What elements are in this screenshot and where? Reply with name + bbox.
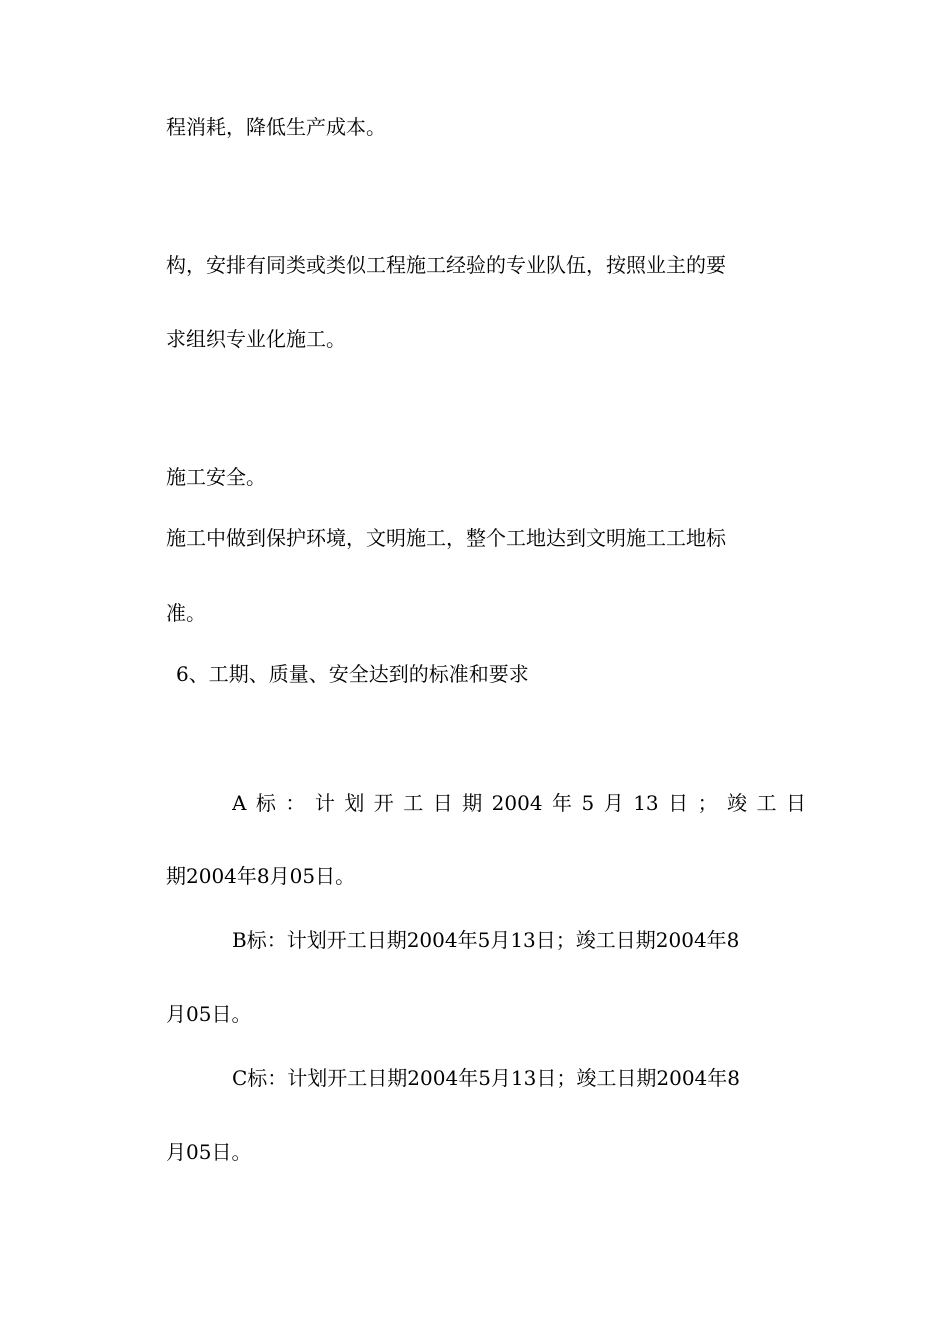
paragraph-line: 求组织专业化施工。 bbox=[166, 327, 346, 351]
justified-token: 工 bbox=[756, 791, 777, 815]
justified-token: A bbox=[232, 791, 247, 815]
justified-token: 竣 bbox=[727, 791, 748, 815]
schedule-c-line: C标：计划开工日期2004年5月13日；竣工日期2004年8 bbox=[232, 1066, 740, 1090]
justified-token: 计 bbox=[314, 791, 335, 815]
paragraph-line: 准。 bbox=[166, 601, 206, 625]
section-heading: 6、工期、质量、安全达到的标准和要求 bbox=[176, 662, 529, 686]
paragraph-line: 月05日。 bbox=[166, 1140, 252, 1164]
paragraph-line: 期2004年8月05日。 bbox=[166, 864, 356, 888]
schedule-b-line: B标：计划开工日期2004年5月13日；竣工日期2004年8 bbox=[232, 928, 740, 952]
schedule-a-line bbox=[232, 789, 806, 817]
justified-token: 年 bbox=[552, 791, 573, 815]
justified-token: 5 bbox=[581, 791, 595, 815]
justified-token: 日 bbox=[432, 791, 453, 815]
justified-token: ； bbox=[697, 791, 718, 815]
paragraph-line: 构，安排有同类或类似工程施工经验的专业队伍，按照业主的要 bbox=[166, 253, 726, 277]
justified-token: 13 bbox=[633, 791, 659, 815]
justified-token: ： bbox=[285, 791, 306, 815]
justified-token: 标 bbox=[255, 791, 276, 815]
paragraph-line: 程消耗，降低生产成本。 bbox=[166, 115, 386, 139]
justified-token: 期 bbox=[462, 791, 483, 815]
justified-token: 日 bbox=[785, 791, 806, 815]
paragraph-line: 月05日。 bbox=[166, 1002, 252, 1026]
justified-token: 划 bbox=[344, 791, 365, 815]
justified-token: 月 bbox=[603, 791, 624, 815]
justified-token: 工 bbox=[403, 791, 424, 815]
paragraph-line: 施工中做到保护环境，文明施工，整个工地达到文明施工工地标 bbox=[166, 526, 726, 550]
justified-token: 日 bbox=[668, 791, 689, 815]
paragraph-line: 施工安全。 bbox=[166, 465, 266, 489]
justified-token: 2004 bbox=[491, 791, 543, 815]
justified-token: 开 bbox=[373, 791, 394, 815]
